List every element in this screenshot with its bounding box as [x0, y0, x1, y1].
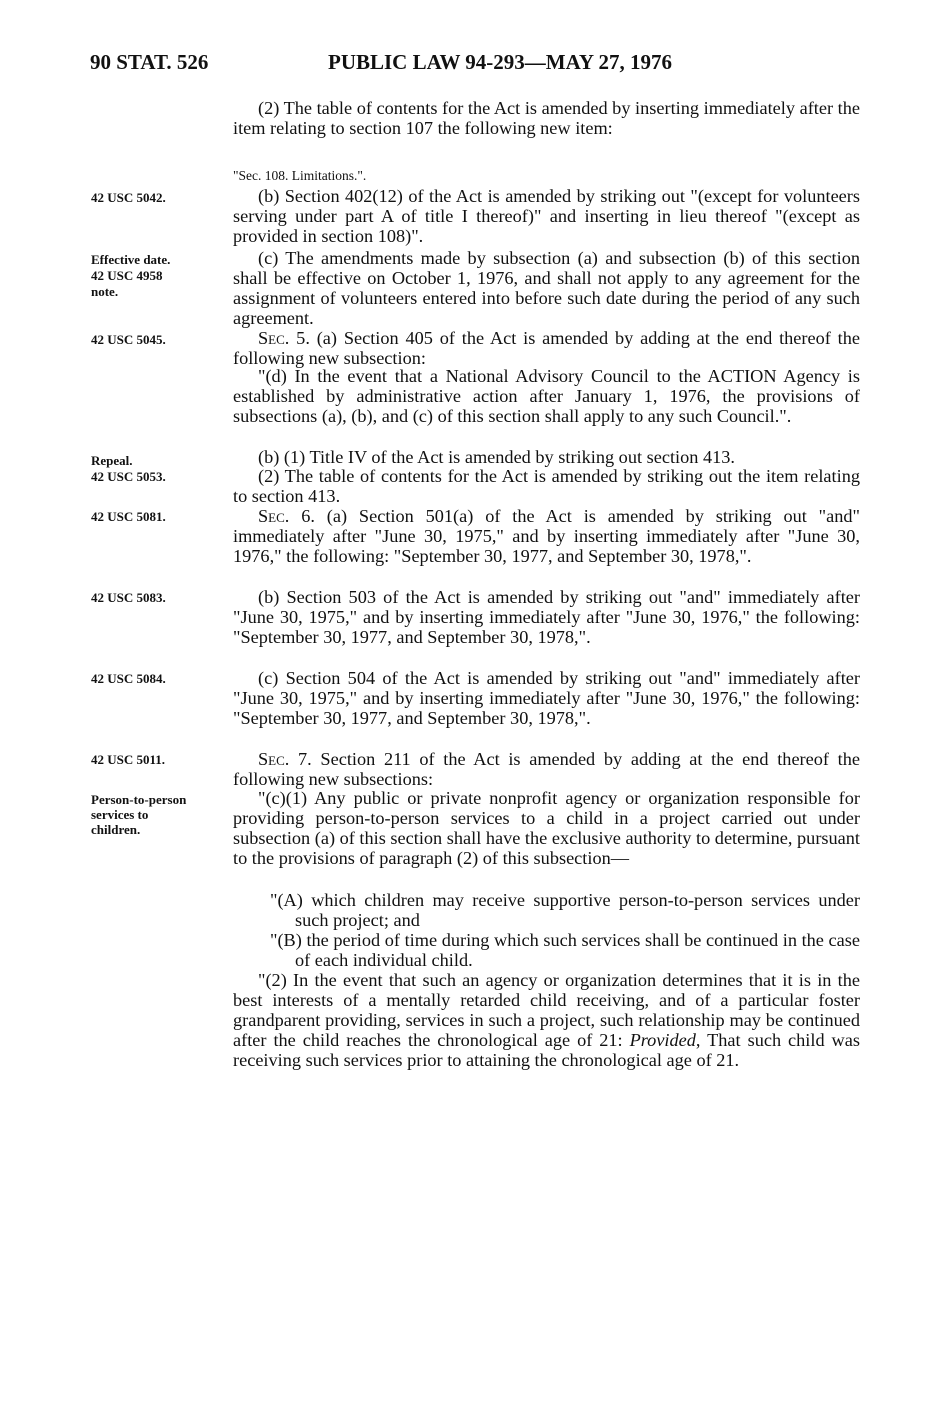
paragraph-sec-7 — [233, 749, 860, 789]
margin-note-usc-5083: 42 USC 5083. — [91, 590, 166, 605]
paragraph-clause-b: "(B) the period of time during which such services shall be continued in the case of each individual child. — [270, 930, 860, 970]
paragraph-text-end: , That such child was receiving such services prior to attaining the chronological age of 21. — [233, 1030, 860, 1070]
paragraph-effective-date: (c) The amendments made by subsection (a) and subsection (b) of this section shall be effective on October 1, 1976, and shall not apply to any agreement for the assignment of volunteers entered into before such date during the period of any such agreement. — [233, 248, 860, 328]
paragraph-sec-5 — [233, 328, 860, 368]
margin-note-effective-date: Effective date. — [91, 252, 171, 267]
margin-note-services-to: services to — [91, 807, 149, 822]
paragraph-section-504: (c) Section 504 of the Act is amended by striking out "and" immediately after "June 30, 1975," and by inserting immediately after "June 30, 1976," the following: "September 30, 1977, and September 30, 1978,". — [233, 668, 860, 728]
paragraph-table-of-contents-107: (2) The table of contents for the Act is amended by inserting immediately after the item relating to section 107 the following new item: — [233, 98, 860, 138]
margin-note-usc-4958: 42 USC 4958 — [91, 268, 163, 283]
paragraph-national-advisory-council: "(d) In the event that a National Advisory Council to the ACTION Agency is established by administrative action after January 1, 1976, the provisions of subsections (a), (b), and (c) of this section shall apply to any such Council.". — [233, 366, 860, 426]
margin-note-usc-5084: 42 USC 5084. — [91, 671, 166, 686]
margin-note-usc-5053: 42 USC 5053. — [91, 469, 166, 484]
paragraph-text: 7. Section 211 of the Act is amended by adding at the end thereof the following new subsections: — [233, 749, 860, 789]
margin-note-usc-5011: 42 USC 5011. — [91, 752, 166, 767]
paragraph-text: 6. (a) Section 501(a) of the Act is amended by striking out "and" immediately after "June 30, 1975," and by inserting immediately after "June 30, 1976," the following: "September 30, 1977, and September 30, 1978,". — [233, 506, 860, 566]
paragraph-table-of-contents-413: (2) The table of contents for the Act is amended by striking out the item relating to section 413. — [233, 466, 860, 506]
section-label: Sec. — [258, 506, 290, 526]
page-header — [90, 50, 860, 82]
paragraph-section-402: (b) Section 402(12) of the Act is amended by striking out "(except for volunteers serving under part A of title I thereof)" and inserting in lieu thereof "(except as provided in section 108)". — [233, 186, 860, 246]
statute-page-number: 90 STAT. 526 — [90, 50, 209, 74]
margin-note-usc-5042: 42 USC 5042. — [91, 190, 166, 205]
section-label: Sec. — [258, 328, 290, 348]
margin-note-usc-5045: 42 USC 5045. — [91, 332, 166, 347]
margin-note-person-to-person: Person-to-person — [91, 792, 187, 807]
paragraph-section-503: (b) Section 503 of the Act is amended by striking out "and" immediately after "June 30, 1975," and by inserting immediately after "June 30, 1976," the following: "September 30, 1977, and September 30, 1978,". — [233, 587, 860, 647]
margin-note-repeal: Repeal. — [91, 453, 133, 468]
paragraph-sec-108-limitations: "Sec. 108. Limitations.". — [233, 168, 367, 183]
margin-note-children: children. — [91, 822, 141, 837]
paragraph-text: 5. (a) Section 405 of the Act is amended by adding at the end thereof the following new subsection: — [233, 328, 860, 368]
paragraph-title-iv-repeal: (b) (1) Title IV of the Act is amended by striking out section 413. — [258, 447, 735, 467]
paragraph-text: "(2) In the event that such an agency or organization determines that it is in the best interests of a mentally retarded child receiving, and of a particular foster grandparent providing, services in such a project, such relationship may be continued after the child reaches the chronological age of 21: — [233, 970, 860, 1050]
public-law-title: PUBLIC LAW 94-293—MAY 27, 1976 — [328, 50, 672, 74]
provided-italic: Provided — [629, 1030, 696, 1050]
paragraph-sec-6 — [233, 506, 860, 566]
margin-note-usc-5081: 42 USC 5081. — [91, 509, 166, 524]
section-label: Sec. — [258, 749, 290, 769]
margin-note-note: note. — [91, 284, 119, 299]
paragraph-clause-a: "(A) which children may receive supportive person-to-person services under such project; and — [270, 890, 860, 930]
paragraph-subsection-2 — [233, 970, 860, 1070]
paragraph-subsection-c1: "(c)(1) Any public or private nonprofit agency or organization responsible for providing person-to-person services to a child in a project carried out under subsection (a) of this section shall have the exclusive authority to determine, pursuant to the provisions of paragraph (2) of this subsection— — [233, 788, 860, 868]
